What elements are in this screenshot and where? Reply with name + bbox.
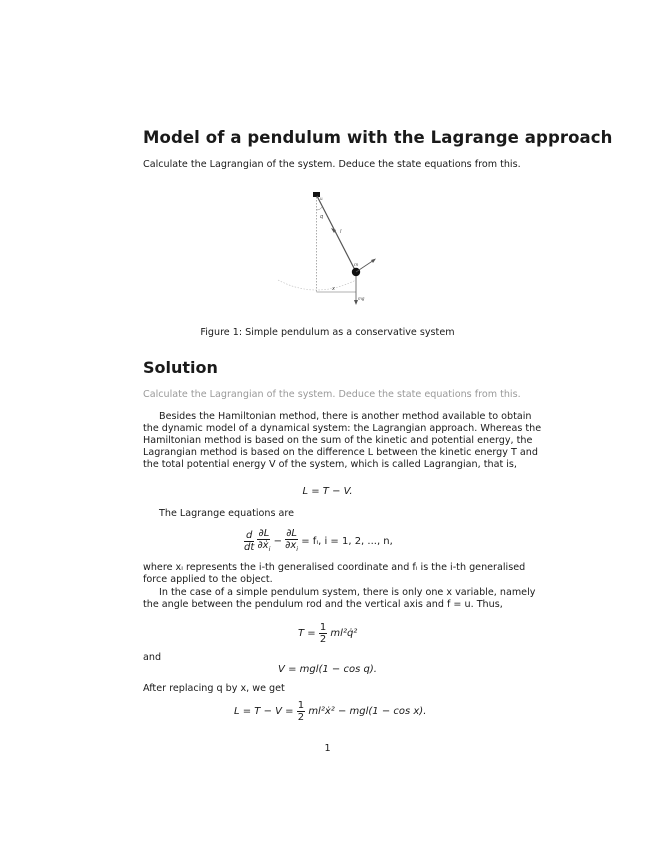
and-word: and [143,652,162,663]
pendulum-rod [317,196,356,272]
equation-kinetic-energy: T = $\frac{1}{2}$ ml²q̇² [298,622,358,645]
problem-statement: Calculate the Lagrangian of the system. Deduce the state equations from this. [143,159,521,170]
equation-lagrangian-final: L = T − V = $\frac{1}{2}$ ml²ẋ² − mgl(1 − cos x). [234,700,427,723]
paragraph-intro: Besides the Hamiltonian method, there is another method available to obtain the dynamic model of a dynamical system: the Lagrangian approach. Whereas the Hamiltonian method is based on the sum of the kinetic and potential energy, the Lagrangian method is based on the difference L between the kinetic energy T and the total potential energy V of the system, which is called Lagrangian, that is, [143,411,542,471]
pendulum-figure [270,188,390,308]
restated-problem: Calculate the Lagrangian of the system. Deduce the state equations from this. [143,389,521,400]
figure-caption: Figure 1: Simple pendulum as a conservative system [200,327,455,338]
equation-lagrangian: L = T − V. [302,486,353,497]
displacement-label: x [332,286,335,292]
angle-label: q [320,214,324,220]
page-title: Model of a pendulum with the Lagrange approach [143,128,613,147]
paragraph-pendulum: In the case of a simple pendulum system, there is only one x variable, namely the angle between the pendulum rod and the vertical axis and f = u. Thus, [143,587,536,611]
equation-lagrange: $\frac{d}{dt}$ $\frac{\partial L}{\partial ẋ_i}$ − $\frac{\partial L}{\partial x_i}$ = fᵢ, i = 1, 2, ..., n, [244,528,393,553]
equation-potential-energy: V = mgl(1 − cos q). [278,664,377,675]
page-number: 1 [324,743,331,754]
lagrange-intro: The Lagrange equations are [159,508,295,519]
gravity-label: mg [358,296,365,301]
swing-arc [278,280,356,290]
paragraph-coordinates: where xᵢ represents the i-th generalised coordinate and fᵢ is the i-th generalised force applied to the object. [143,562,526,586]
mass-label: m [354,263,359,268]
length-label: l [340,229,342,235]
pivot-block [313,192,320,197]
solution-heading: Solution [143,358,218,377]
svg-text:u: u [320,196,323,201]
velocity-arrow [356,260,374,272]
replace-text: After replacing q by x, we get [143,683,285,694]
